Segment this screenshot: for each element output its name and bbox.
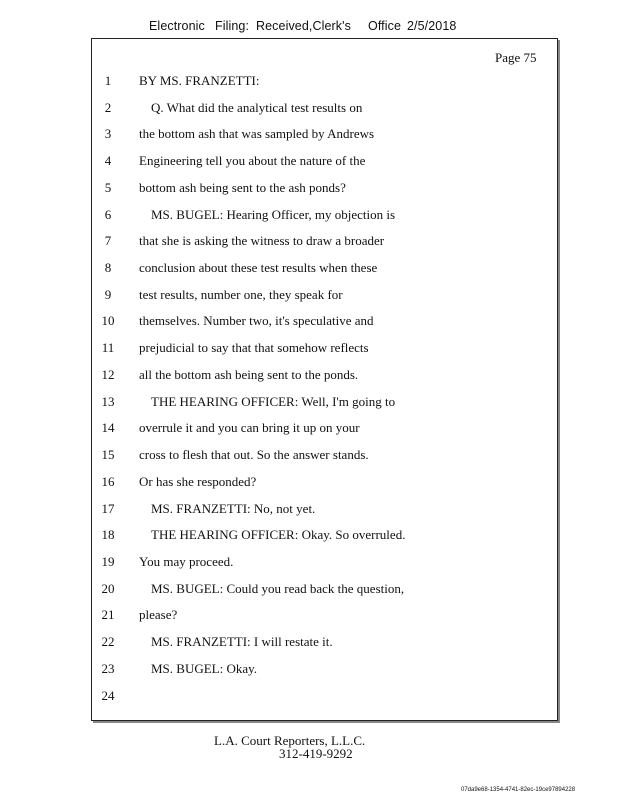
line-number: 14 <box>101 420 115 435</box>
line-text: Or has she responded? <box>139 474 257 489</box>
line-text: bottom ash being sent to the ash ponds? <box>139 180 346 195</box>
header-part: 2/5/2018 <box>407 19 457 33</box>
line-number: 15 <box>101 447 115 462</box>
line-number: 1 <box>104 73 112 88</box>
line-number: 16 <box>101 474 115 489</box>
line-number: 13 <box>101 394 115 409</box>
line-number: 5 <box>104 180 112 195</box>
line-number: 2 <box>104 100 112 115</box>
line-text: THE HEARING OFFICER: Well, I'm going to <box>151 394 396 409</box>
line-text: test results, number one, they speak for <box>139 287 343 302</box>
line-number: 12 <box>101 367 115 382</box>
line-text: THE HEARING OFFICER: Okay. So overruled. <box>151 527 406 542</box>
page-number: Page 75 <box>495 50 537 65</box>
court-reporter-phone: 312-419-9292 <box>279 746 353 761</box>
line-text: Q. What did the analytical test results on <box>151 100 363 115</box>
line-text: cross to flesh that out. So the answer stands. <box>139 447 369 462</box>
line-text: themselves. Number two, it's speculative and <box>139 313 374 328</box>
court-reporter-name: L.A. Court Reporters, L.L.C. <box>214 733 366 748</box>
line-text: the bottom ash that was sampled by Andrews <box>139 126 375 141</box>
line-number: 21 <box>101 607 115 622</box>
line-text: MS. BUGEL: Could you read back the question, <box>151 581 405 596</box>
line-text: overrule it and you can bring it up on your <box>139 420 360 435</box>
line-text: MS. BUGEL: Hearing Officer, my objection is <box>151 207 396 222</box>
line-number: 18 <box>101 527 115 542</box>
line-text: that she is asking the witness to draw a broader <box>139 233 385 248</box>
header-part: Received,Clerk's <box>256 19 351 33</box>
line-number: 11 <box>101 340 115 355</box>
line-number: 9 <box>104 287 112 302</box>
document-hash: 07da9e68-1354-4741-82ec-19ce97894228 <box>461 787 576 793</box>
line-number: 19 <box>101 554 115 569</box>
header-part: Filing: <box>215 19 250 33</box>
line-number: 3 <box>104 126 112 141</box>
line-text: please? <box>139 607 178 622</box>
line-text: conclusion about these test results when these <box>139 260 378 275</box>
line-number: 23 <box>101 661 115 676</box>
line-number: 7 <box>104 233 112 248</box>
line-number: 22 <box>101 634 115 649</box>
line-number: 4 <box>104 153 112 168</box>
line-text: prejudicial to say that that somehow reflects <box>139 340 369 355</box>
line-text: MS. FRANZETTI: No, not yet. <box>151 501 316 516</box>
line-number: 20 <box>101 581 115 596</box>
line-number: 6 <box>104 207 112 222</box>
line-number: 10 <box>101 313 115 328</box>
line-number: 17 <box>101 501 115 516</box>
line-text: MS. FRANZETTI: I will restate it. <box>151 634 333 649</box>
line-text: MS. BUGEL: Okay. <box>151 661 258 676</box>
line-text: Engineering tell you about the nature of the <box>139 153 366 168</box>
line-text: all the bottom ash being sent to the ponds. <box>139 367 359 382</box>
header-part: Office <box>368 19 402 33</box>
line-text: You may proceed. <box>139 554 234 569</box>
line-number: 8 <box>104 260 112 275</box>
header-part: Electronic <box>149 19 205 33</box>
line-number: 24 <box>101 688 115 703</box>
line-text: BY MS. FRANZETTI: <box>139 73 260 88</box>
